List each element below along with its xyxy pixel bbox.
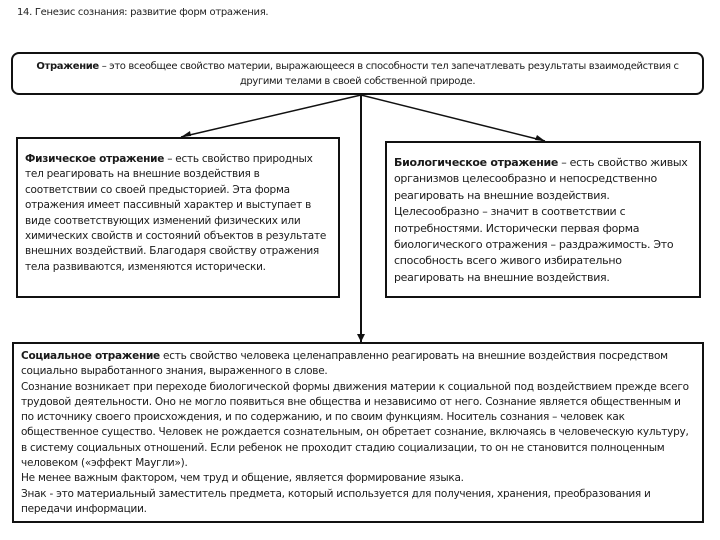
- biological-reflection-box: [385, 141, 701, 298]
- page-title: 14. Генезис сознания: развитие форм отражения.: [17, 7, 269, 18]
- definition-text: – это всеобщее свойство материи, выражающееся в способности тел запечатлевать результаты взаимодействия с другими телами в своей собственной природе.: [98, 61, 679, 87]
- definition-box: [11, 52, 704, 95]
- social-reflection-box: [12, 342, 704, 523]
- arrow-to-biological: [361, 95, 545, 141]
- social-term: Социальное отражение: [21, 350, 160, 362]
- physical-text: – есть свойство природных тел реагировать на внешние воздействия в соответствии со своей предысторией. Эта форма отражения имеет пассивный характер и выступает в виде соответствующих изменений физических или химических свойств и состояний объектов в результате внешних воздействий. Благодаря свойству отражения тела развиваются, изменяются исторически.: [25, 153, 327, 273]
- biological-term: Биологическое отражение: [394, 156, 559, 169]
- social-paragraph: Социальное отражение есть свойство человека целенаправленно реагировать на внешние воздействия посредством социально выработанного знания, выраженного в слове.: [21, 350, 668, 378]
- arrow-to-physical: [181, 95, 361, 137]
- biological-text: – есть свойство живых организмов целесообразно и непосредственно реагировать на внешние воздействия. Целесообразно – значит в соответствии с потребностями. Исторически первая форма биологического отражения – раздражимость. Это способность всего живого избирательно реагировать на внешние воздействия.: [394, 156, 688, 284]
- social-paragraph: Знак - это материальный заместитель предмета, который используется для получения, хранения, преобразования и передачи информации.: [21, 487, 651, 515]
- social-paragraph: Не менее важным фактором, чем труд и общение, является формирование языка.: [21, 472, 464, 485]
- definition-term: Отражение: [36, 61, 99, 72]
- social-paragraph: Сознание возникает при переходе биологической формы движения материи к социальной под воздействием прежде всего трудовой деятельности. Оно не могло появиться вне общества и независимо от него. Сознание является общественным и по источнику своего происхождения, и по содержанию, и по своим функциям. Носитель сознания – человек как общественное существо. Человек не рождается сознательным, он обретает сознание, включаясь в человеческую культуру, в систему социальных отношений. Если ребенок не проходит стадию социализации, то он не становится полноценным человеком («эффект Маугли»).: [21, 380, 689, 470]
- physical-term: Физическое отражение: [25, 153, 165, 165]
- physical-reflection-box: [16, 137, 340, 298]
